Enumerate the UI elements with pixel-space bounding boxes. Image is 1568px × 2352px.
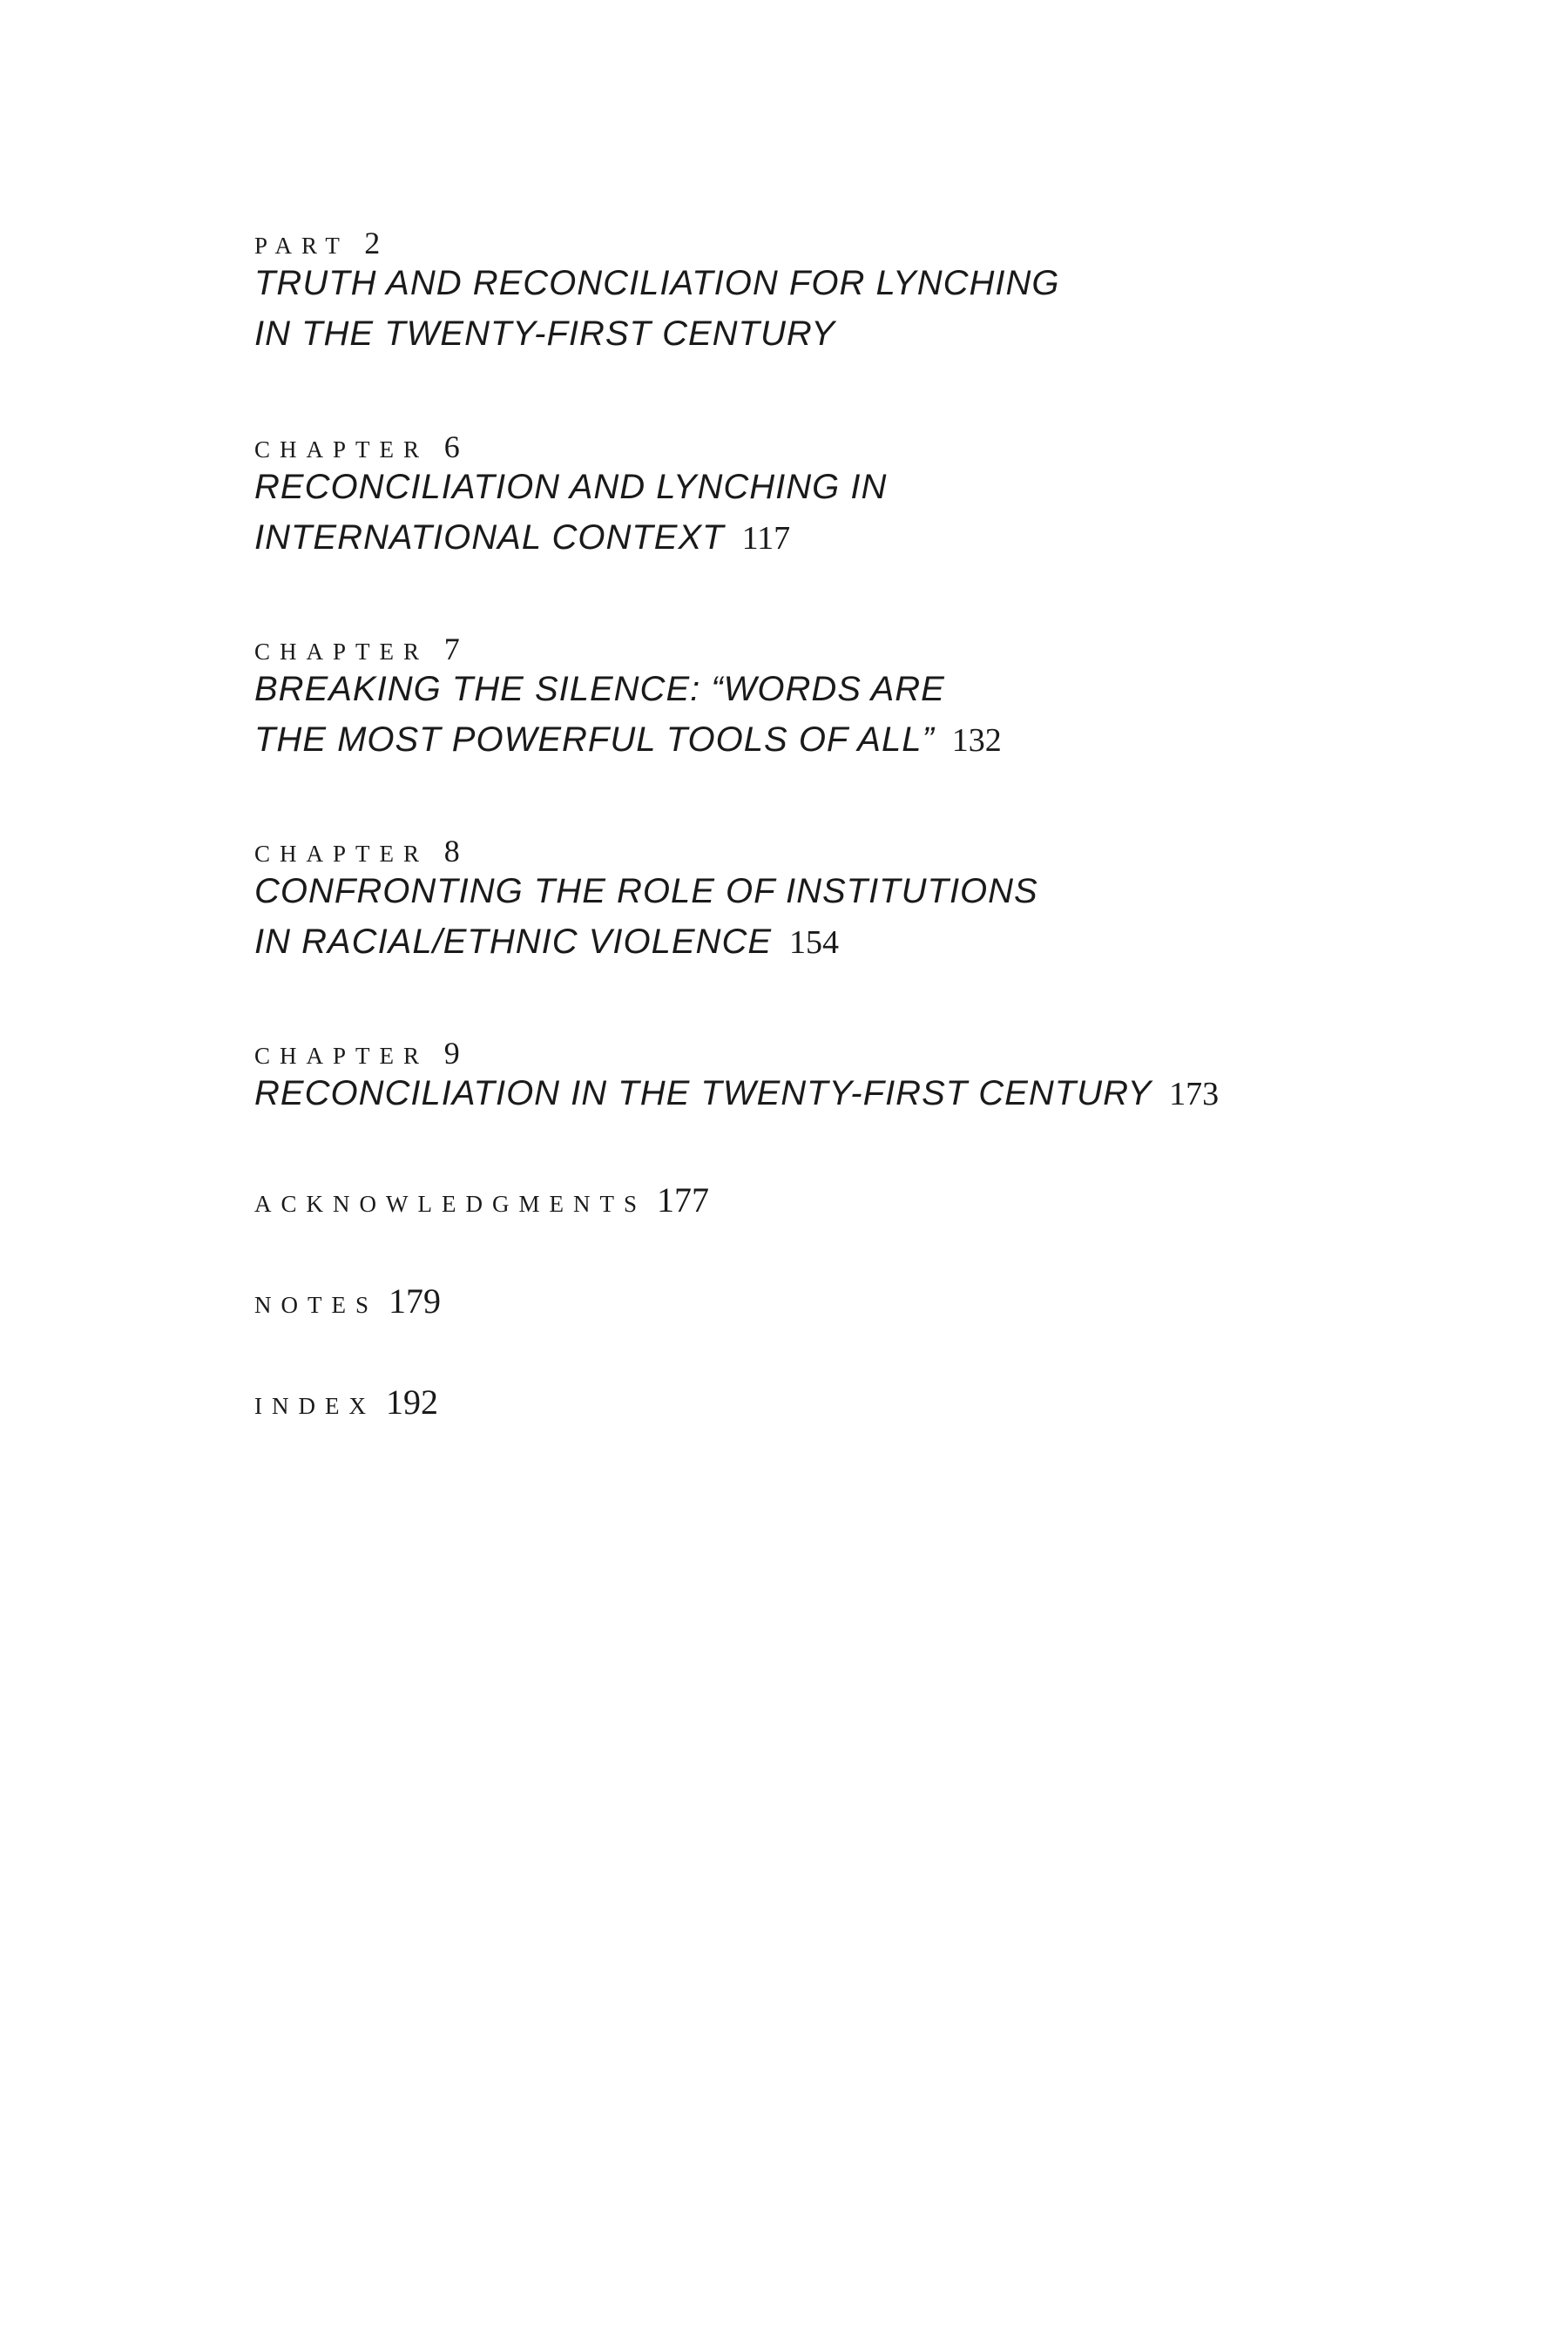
chapter-title-text: THE MOST POWERFUL TOOLS OF ALL” <box>254 720 935 759</box>
chapter-page-number: 154 <box>789 924 840 961</box>
notes-entry[interactable] <box>254 1282 1387 1321</box>
chapter-title-line: RECONCILIATION AND LYNCHING IN <box>254 468 888 506</box>
chapter-label <box>254 1036 1387 1071</box>
chapter-title-line-last <box>254 512 1387 563</box>
chapter-number: 9 <box>443 1036 460 1071</box>
chapter-title-text: RECONCILIATION IN THE TWENTY-FIRST CENTURY <box>254 1074 1152 1112</box>
chapter-page-number: 117 <box>741 520 791 557</box>
chapter-title-line: CONFRONTING THE ROLE OF INSTITUTIONS <box>254 872 1038 910</box>
chapter-label-text: CHAPTER <box>254 1043 429 1069</box>
chapter-number: 6 <box>443 429 460 464</box>
part-label <box>254 228 1387 258</box>
chapter-title-line-last <box>254 916 1387 967</box>
chapter-page-number: 173 <box>1169 1076 1220 1112</box>
index-page-number: 192 <box>385 1382 438 1422</box>
part-title-line: TRUTH AND RECONCILIATION FOR LYNCHING <box>254 264 1060 302</box>
chapter-label <box>254 634 1387 664</box>
part-entry <box>254 228 1387 359</box>
chapter-label <box>254 429 1387 464</box>
chapter-number: 7 <box>443 632 460 666</box>
chapter-entry-6[interactable] <box>254 429 1387 563</box>
notes-label: NOTES <box>254 1292 378 1318</box>
part-label-text: PART <box>254 233 349 259</box>
chapter-entry-9[interactable] <box>254 1038 1387 1119</box>
table-of-contents <box>254 228 1387 1422</box>
acknowledgments-label: ACKNOWLEDGMENTS <box>254 1191 646 1217</box>
chapter-title-text: IN RACIAL/ETHNIC VIOLENCE <box>254 923 773 961</box>
chapter-title-line-last <box>254 714 1387 765</box>
index-entry[interactable] <box>254 1383 1387 1422</box>
chapter-title-text: INTERNATIONAL CONTEXT <box>254 518 725 557</box>
acknowledgments-entry[interactable] <box>254 1181 1387 1220</box>
chapter-title-line-last <box>254 1068 1387 1119</box>
chapter-label <box>254 836 1387 866</box>
chapter-entry-8[interactable] <box>254 836 1387 967</box>
part-title-line: IN THE TWENTY-FIRST CENTURY <box>254 314 835 353</box>
chapter-entry-7[interactable] <box>254 634 1387 765</box>
acknowledgments-page-number: 177 <box>656 1180 709 1220</box>
chapter-label-text: CHAPTER <box>254 841 429 867</box>
chapter-label-text: CHAPTER <box>254 639 429 665</box>
index-label: INDEX <box>254 1393 375 1419</box>
chapter-number: 8 <box>443 834 460 868</box>
chapter-title-line: BREAKING THE SILENCE: “WORDS ARE <box>254 670 945 708</box>
notes-page-number: 179 <box>389 1281 441 1321</box>
part-number: 2 <box>364 226 381 260</box>
chapter-label-text: CHAPTER <box>254 436 429 463</box>
chapter-page-number: 132 <box>951 722 1002 759</box>
